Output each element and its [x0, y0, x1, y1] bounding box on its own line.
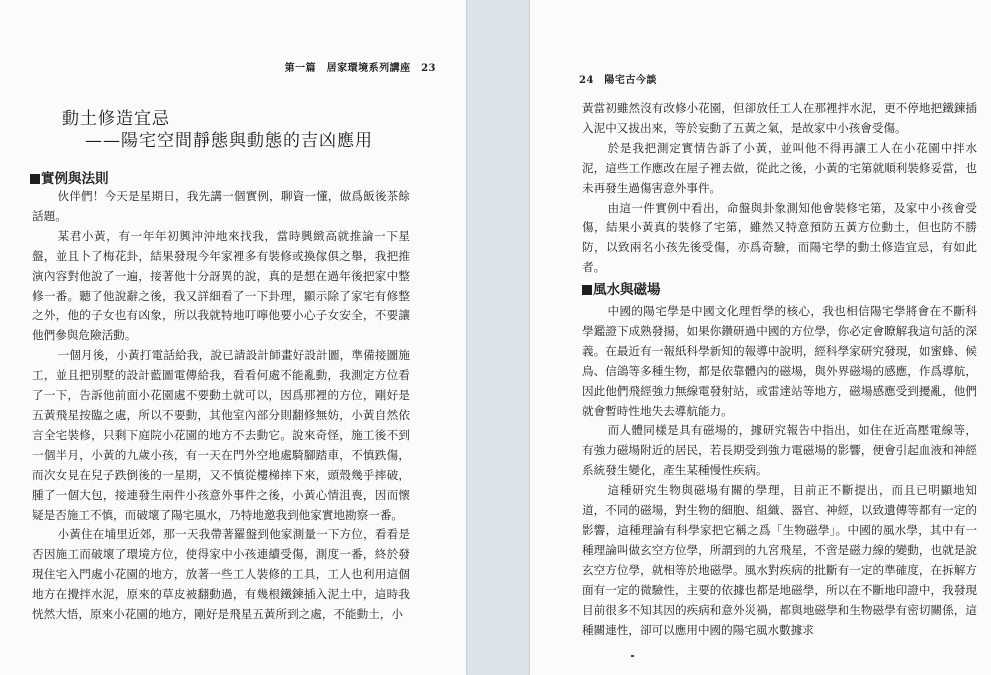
paragraph: 中國的陽宅學是中國文化理哲學的核心，我也相信陽宅學將會在不斷科學鑑證下成熟發揚，如果你鑽研過中國的方位學，你必定會瞭解我這句話的深義。在最近有一報紙科學新知的報導中說明，經科學家研究發現，如蜜蜂、候鳥、信鴿等多種生物，都是依靠體內的磁場，與外界磁場的感應，作爲導航，因此他們飛經強力無線電發射站，或雷達站等地方，磁場感應受到擾亂，他們就會暫時性地失去導航能力。 [582, 304, 977, 418]
paragraph: 黃當初雖然沒有改修小花園，但卻放任工人在那裡拌水泥，更不停地把鐵鍊插入泥中又拔出來，等於妄動了五黃之氣，是故家中小孩會受傷。 [582, 101, 977, 135]
left-page [0, 0, 466, 675]
section-heading-examples [30, 167, 109, 187]
right-body-text-top [582, 99, 977, 278]
paragraph: 一個月後，小黃打電話給我，說已請設計師畫好設計圖，準備接圖施工，並且把別墅的設計藍圖電傳給我，看看何處不能亂動，我測定方位看了一下，告訴他前面小花園處不要動土就可以，因爲那裡的方位，剛好是五黃飛星按臨之處，所以不要動，其他室內部分則翻修無妨，小黃自然依言全宅裝修，只剩下庭院小花園的地方不去動它。說來奇怪，施工後不到一個半月，小黃的九歲小孩，有一天在門外空地處騎腳踏車，不慎跌傷，而次女見在兒子跌倒後的一星期，又不慎從樓梯摔下來，頭殼幾乎摔破，腫了一個大包，接連發生兩件小孩意外事件之後，小黃心情沮喪，因而懷疑是否施工不慎，而破壞了陽宅風水，乃特地邀我到他家實地勘察一番。 [32, 348, 410, 522]
page-header-right: 24 陽宅古今談 [579, 75, 657, 86]
left-body-text [32, 187, 410, 625]
square-bullet-icon [30, 174, 40, 184]
chapter-title: 動土修造宜忌 [62, 109, 170, 129]
page-header-left: 第一篇 居家環境系列講座 23 [284, 63, 436, 74]
scan-speck [631, 655, 634, 657]
section-heading-text: 實例與法則 [41, 171, 109, 187]
paragraph: 這種研究生物與磁場有關的學理，目前正不斷提出，而且已明顯地知道，不同的磁場，對生物的細胞、組織、器官、神經，以致遺傳等都有一定的影響，這種理論有科學家把它稱之爲「生物磁學」。中國的風水學，其中有一種理論叫做玄空方位學，所謂到的九宮飛星，不啻是磁力線的變動，也就是說玄空方位學，就相等於地磁學。風水對疾病的批斷有一定的準確度，在拆解方面有一定的微驗性，主要的依據也都是地磁學，所以在不斷地印證中，我發現目前很多不知其因的疾病和意外災禍，都與地磁學和生物磁學有密切關係，這種關連性，卻可以應用中國的陽宅風水數據求 [582, 483, 977, 637]
square-bullet-icon [582, 285, 592, 295]
right-page [530, 0, 991, 675]
paragraph: 由這一件實例中看出，命盤與卦象測知他會裝修宅第，及家中小孩會受傷，結果小黃真的裝修了宅第，雖然又特意預防五黃方位動土，但也防不勝防，以致兩名小孩先後受傷，亦爲奇驗，而陽宅學的動土修造宜忌，有如此者。 [582, 200, 977, 275]
paragraph: 而人體同樣是具有磁場的，據研究報告中指出，如住在近高壓電線等，有強力磁場附近的居民，若長期受到強力電磁場的影響，便會引起血液和神經系統發生變化，產生某種慢性疾病。 [582, 423, 977, 478]
paragraph: 於是我把測定實情告訴了小黃，並叫他不得再讓工人在小花園中拌水泥，這些工作應改在屋子裡去做，從此之後，小黃的宅第就順利裝修妥當，也未再發生過傷害意外事件。 [582, 140, 977, 195]
section-heading-fengshui [582, 278, 661, 298]
right-body-text-bottom [582, 302, 977, 640]
paragraph: 某君小黃，有一年年初興沖沖地來找我，當時興緻高就推論一下星盤，並且卜了梅花卦，結果發現今年家裡多有裝修或換傢俱之舉，我把推演內容對他說了一遍，接著他十分訝異的說，真的是想在過年後把家中整修一番。聽了他說辭之後，我又詳細看了一下卦理，顯示除了家宅有修整之外，他的子女也有凶象，所以我就特地叮嚀他要小心子女安全，不要讓他們參與危險活動。 [32, 228, 410, 343]
section-heading-text: 風水與磁場 [593, 282, 661, 298]
chapter-subtitle: ——陽宅空間靜態與動態的吉凶應用 [85, 131, 373, 151]
paragraph: 小黃住在埔里近郊，那一天我帶著羅盤到他家測量一下方位，看看是否因施工而破壞了環境方位，使得家中小孩連續受傷，測度一番，終於發現住宅入門處小花園的地方，放著一些工人裝修的工具，工人也利用這個地方在攪拌水泥，原來的草皮被翻動過，有幾根鐵鍊插入泥土中，這時我恍然大悟，原來小花園的地方，剛好是飛星五黃所到之處，不能動土，小 [32, 527, 410, 622]
paragraph: 伙伴們！今天是星期日，我先講一個實例，聊資一懂，做爲飯後茶餘話題。 [32, 189, 410, 223]
